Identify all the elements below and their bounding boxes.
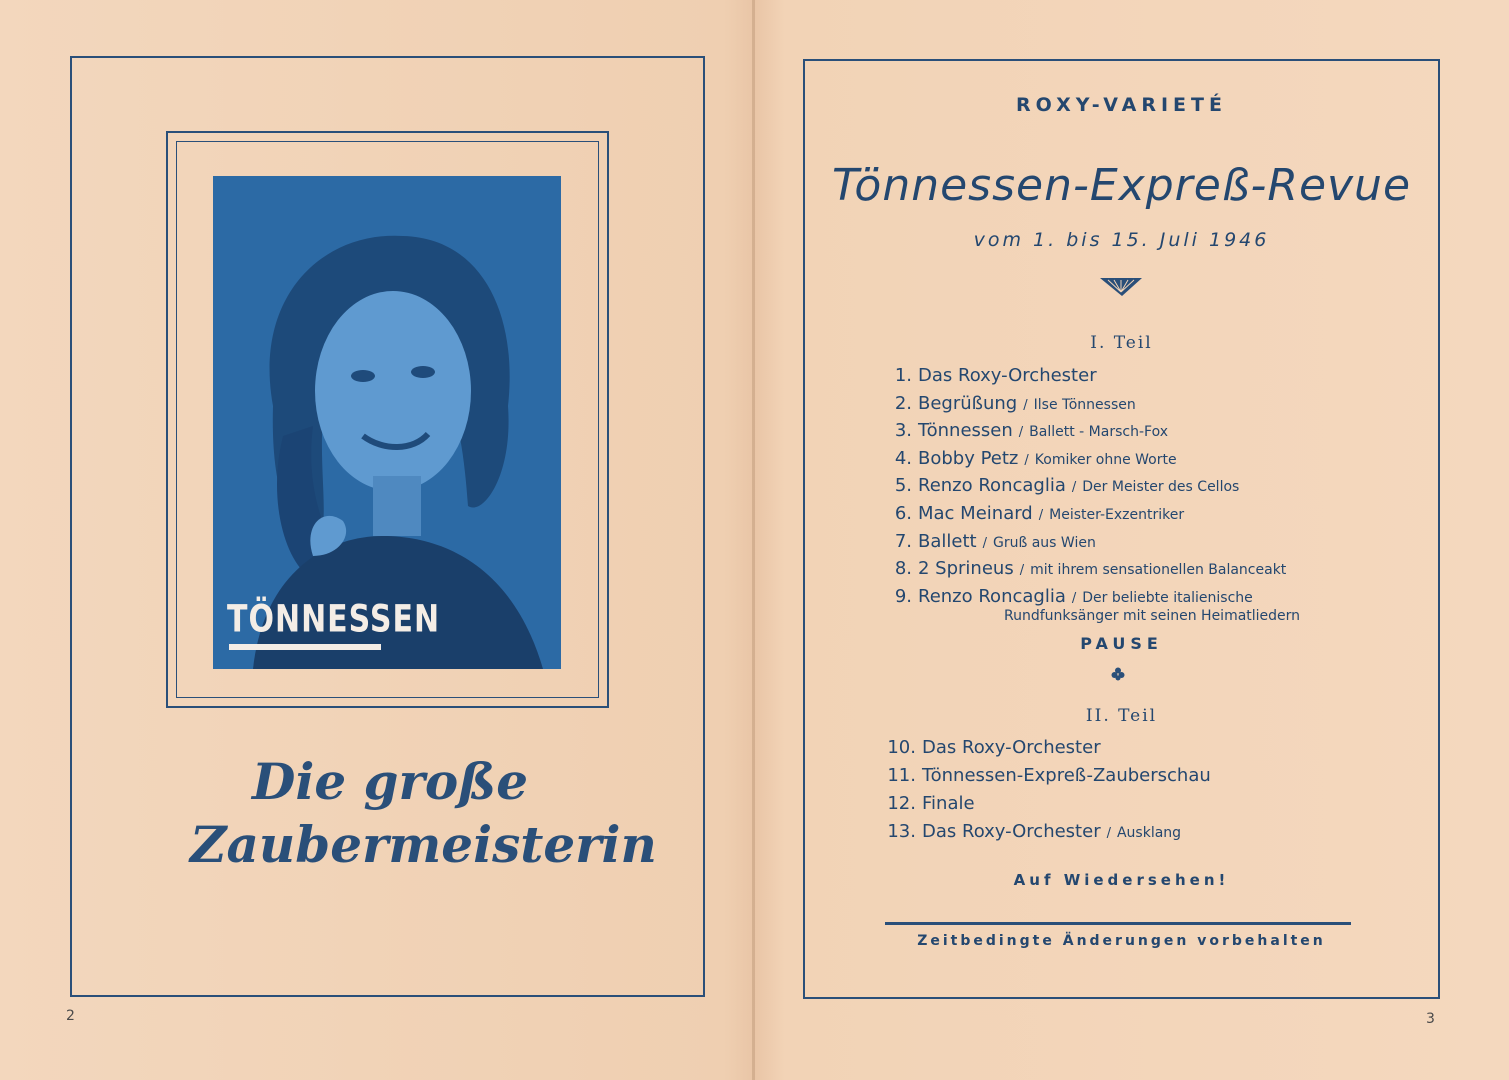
program-item-separator: /	[1071, 590, 1077, 606]
program-item-description: Ballett - Marsch-Fox	[1029, 424, 1168, 441]
program-item-description: Der beliebte italienische	[1082, 589, 1253, 606]
pause-label: PAUSE	[1080, 634, 1163, 653]
program-item	[882, 765, 1211, 786]
program-item-separator: /	[1024, 452, 1029, 468]
program-item-act: Renzo Roncaglia	[918, 585, 1066, 607]
program-item	[882, 448, 1177, 469]
program-item-act: Begrüßung	[918, 392, 1018, 414]
venue-name: ROXY-VARIETÉ	[1016, 94, 1227, 116]
program-item-number: 7.	[894, 530, 912, 552]
program-item-description: Ilse Tönnessen	[1033, 396, 1136, 413]
tagline-line1: Die große	[251, 752, 529, 811]
program-item-act: Mac Meinard	[918, 503, 1033, 524]
ornament-divider-icon	[1100, 276, 1142, 298]
program-item-description: mit ihrem sensationellen Balanceakt	[1030, 562, 1287, 579]
part1-heading: I. Teil	[1090, 333, 1153, 353]
program-item-separator: /	[1018, 425, 1024, 441]
program-item-act: Das Roxy-Orchester	[922, 821, 1101, 842]
program-item	[882, 531, 1096, 552]
program-item	[882, 393, 1136, 414]
portrait-photo	[213, 176, 561, 669]
footer-rule	[885, 922, 1351, 925]
program-item-number: 6.	[894, 503, 912, 524]
program-item-act: Ballett	[918, 530, 977, 552]
program-item-description: Ausklang	[1116, 825, 1182, 841]
program-item-act: Das Roxy-Orchester	[922, 737, 1101, 758]
program-item-act: Finale	[922, 793, 975, 814]
portrait-illustration	[213, 176, 561, 669]
program-item-act: Bobby Petz	[918, 447, 1019, 469]
program-item-number: 11.	[887, 765, 916, 786]
portrait-name-logo: TÖNNESSEN	[227, 597, 441, 642]
program-item-act: Tönnessen	[918, 420, 1013, 442]
program-item	[882, 558, 1286, 579]
program-item-separator: /	[1038, 508, 1044, 523]
disclaimer-text: Zeitbedingte Änderungen vorbehalten	[917, 933, 1326, 949]
program-item-description: Der Meister des Cellos	[1082, 479, 1240, 496]
program-item-number: 9.	[894, 585, 912, 607]
program-item	[882, 475, 1239, 496]
program-item-number: 1.	[894, 365, 912, 386]
center-fold	[752, 0, 755, 1080]
program-item	[882, 737, 1101, 758]
program-item-description: Meister-Exzentriker	[1049, 507, 1185, 523]
program-item-act: Renzo Roncaglia	[918, 475, 1066, 497]
program-item-number: 3.	[894, 420, 912, 442]
program-item-separator: /	[1106, 826, 1111, 841]
farewell-text: Auf Wiedersehen!	[1013, 871, 1230, 889]
program-item-act: Das Roxy-Orchester	[918, 365, 1097, 386]
program-item-separator: /	[1023, 397, 1028, 413]
program-item	[882, 420, 1168, 441]
program-item	[882, 503, 1184, 524]
portrait-name-underline	[229, 644, 381, 650]
program-item-number: 12.	[887, 793, 916, 814]
item9-continuation: Rundfunksänger mit seinen Heimatliedern	[1004, 608, 1301, 624]
program-item	[882, 821, 1181, 842]
page-number-left: 2	[66, 1008, 75, 1024]
program-item-number: 2.	[894, 392, 912, 414]
program-item-number: 13.	[887, 821, 916, 842]
program-item-description: Komiker ohne Worte	[1034, 451, 1177, 468]
tagline-line2: Zaubermeisterin	[190, 815, 657, 874]
program-item-separator: /	[1019, 563, 1025, 579]
page-number-right: 3	[1426, 1011, 1435, 1027]
program-item-separator: /	[982, 535, 987, 551]
program-item-separator: /	[1071, 480, 1077, 496]
show-title: Tönnessen-Expreß-Revue	[831, 160, 1412, 211]
program-item-number: 10.	[887, 737, 916, 758]
program-item-number: 5.	[894, 475, 912, 497]
program-item-number: 4.	[894, 447, 912, 469]
flower-ornament-icon	[1111, 667, 1125, 681]
program-item-act: Tönnessen-Expreß-Zauberschau	[922, 765, 1211, 786]
program-item-description: Gruß aus Wien	[992, 534, 1096, 551]
part2-heading: II. Teil	[1085, 706, 1158, 726]
program-item	[882, 586, 1253, 607]
program-item-act: 2 Sprineus	[918, 558, 1014, 580]
show-dates: vom 1. bis 15. Juli 1946	[973, 229, 1270, 251]
program-item-number: 8.	[894, 558, 912, 580]
program-item	[882, 793, 975, 814]
program-item	[882, 365, 1097, 386]
